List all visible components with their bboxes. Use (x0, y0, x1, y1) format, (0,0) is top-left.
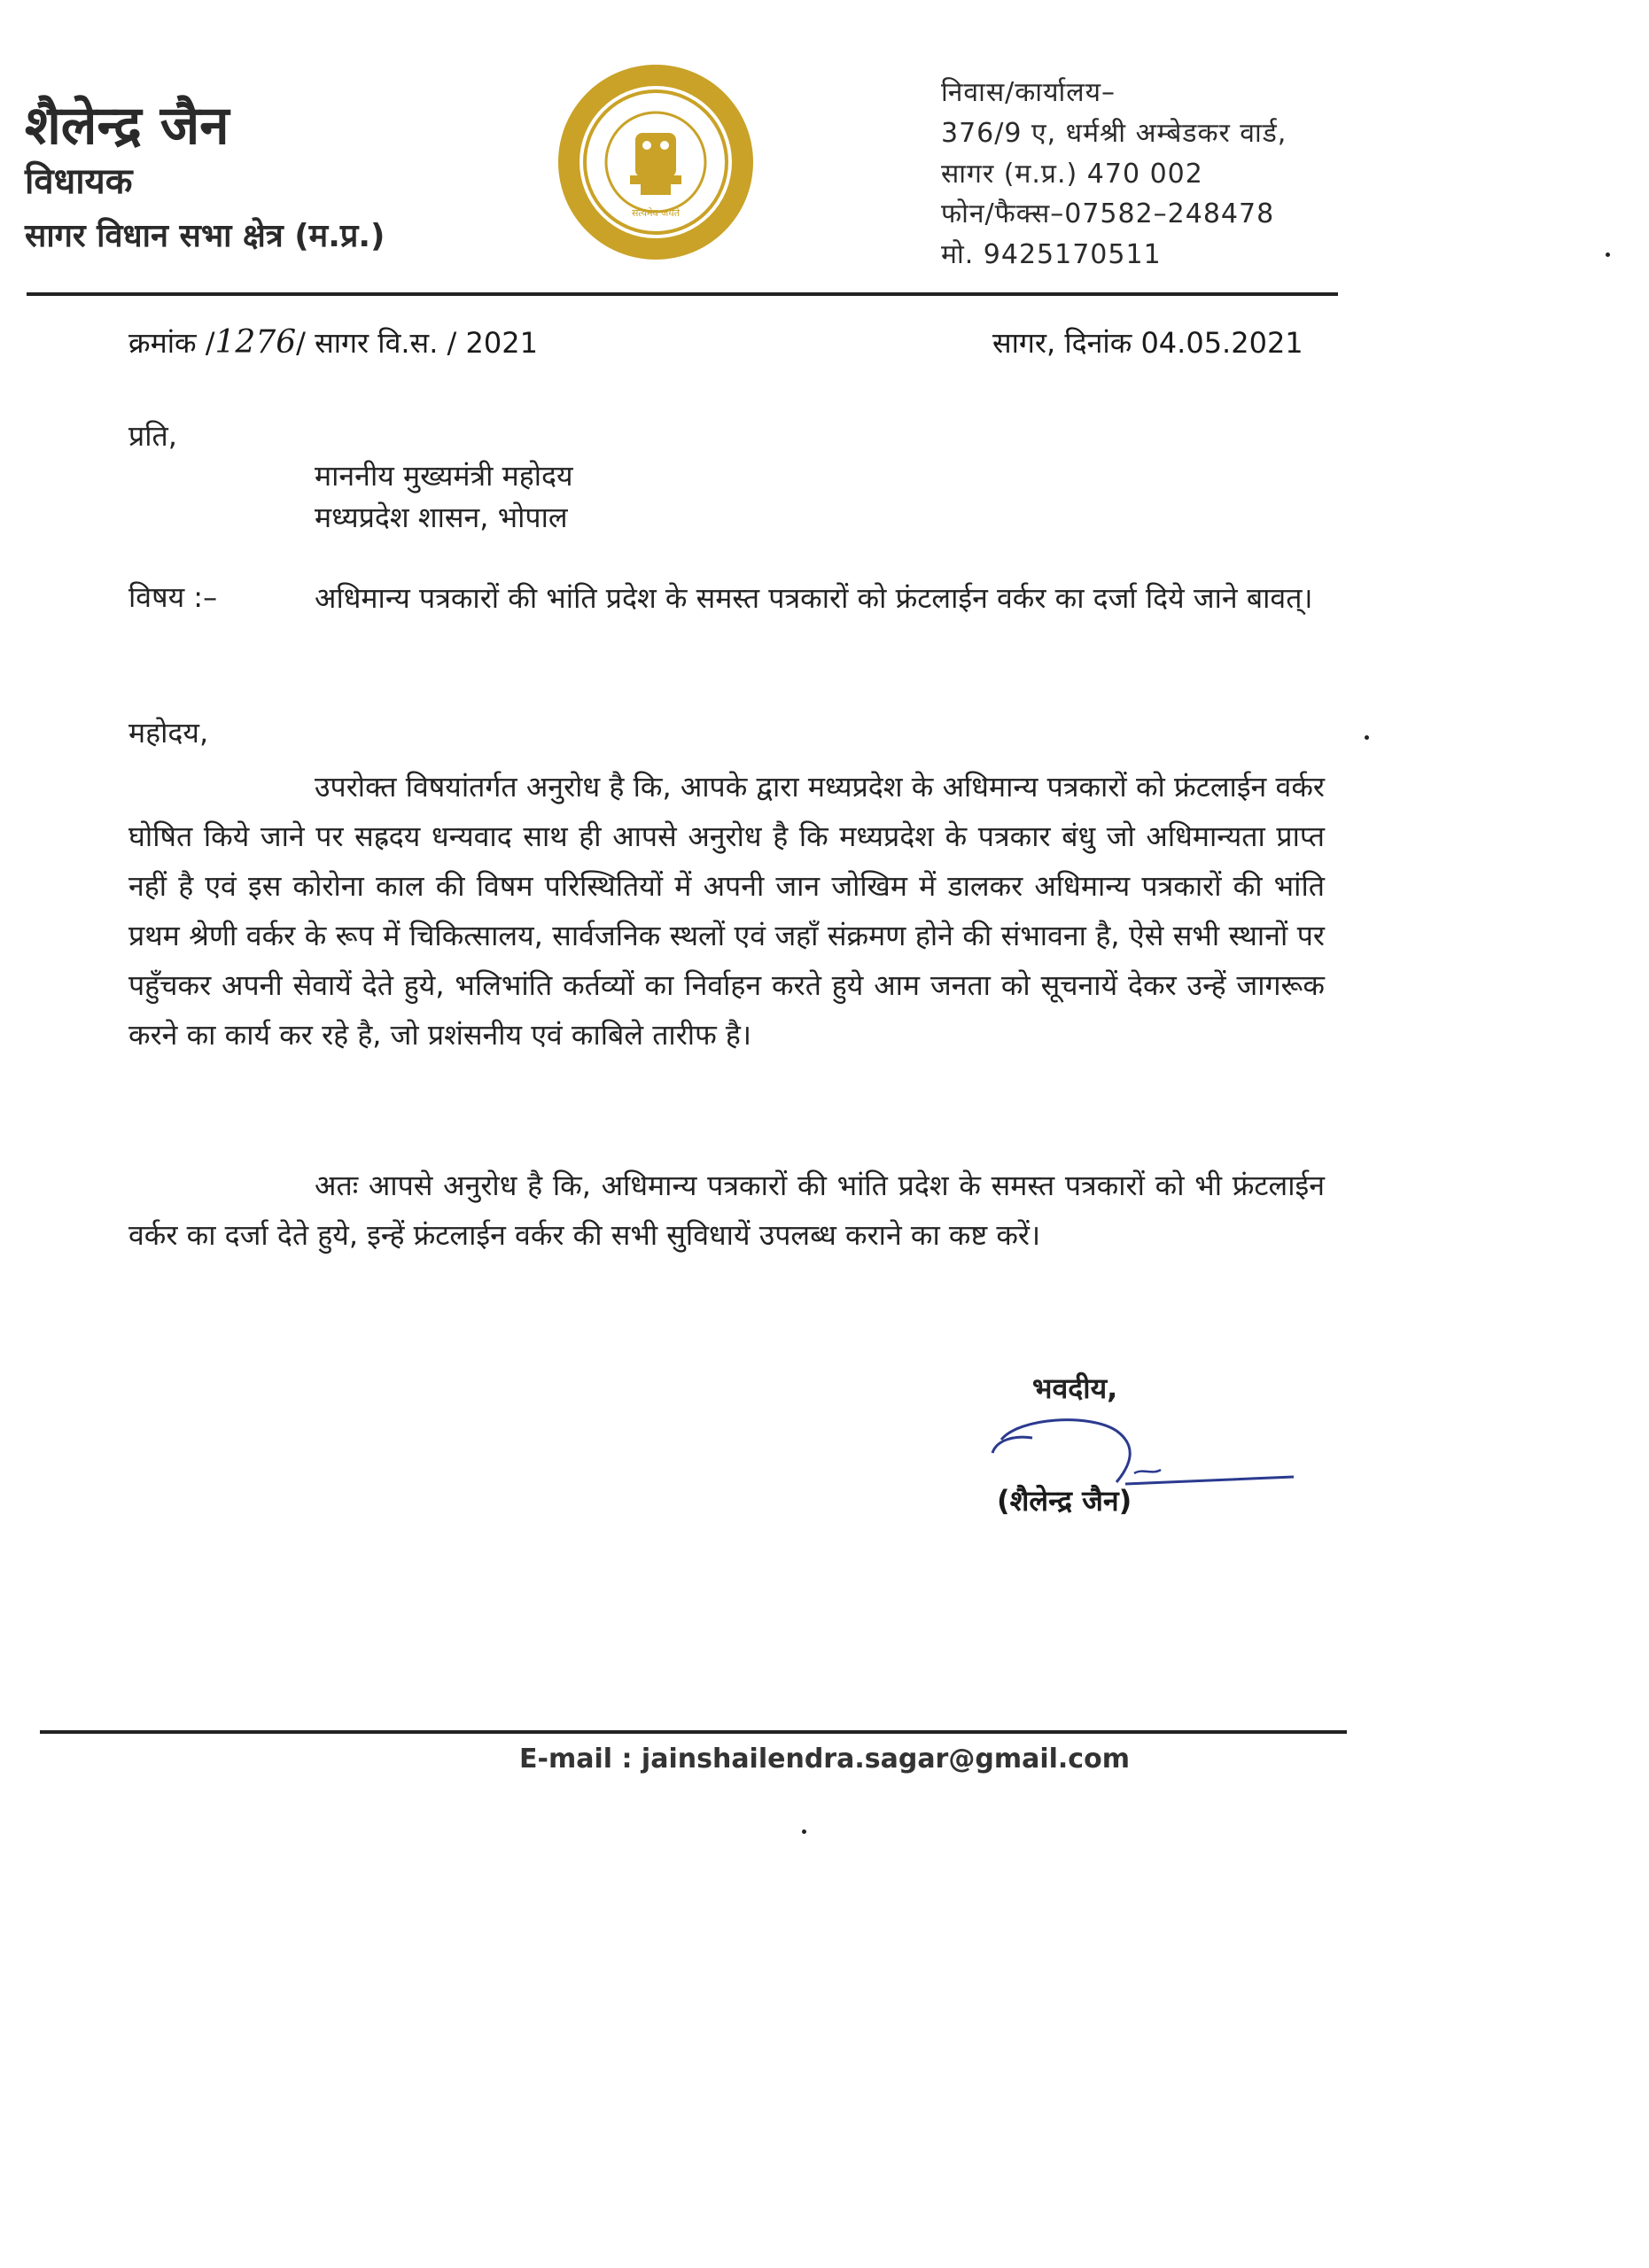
letterhead-name: शैलेन्द्र जैन (25, 95, 229, 157)
subject-label: विषय :– (128, 580, 218, 614)
address-line-1: निवास/कार्यालय– (941, 77, 1116, 108)
reference-number (128, 323, 538, 361)
letterhead-constituency: सागर विधान सभा क्षेत्र (म.प्र.) (25, 218, 385, 254)
assembly-seal-icon (554, 60, 758, 264)
address-line-2: 376/9 ए, धर्मश्री अम्बेडकर वार्ड, (941, 118, 1287, 149)
closing: भवदीय, (1032, 1371, 1118, 1405)
signatory-name: (शैलेन्द्र जैन) (997, 1484, 1132, 1518)
ref-prefix: क्रमांक / (128, 326, 215, 360)
footer-divider (40, 1730, 1347, 1734)
salutation: महोदय, (128, 716, 209, 750)
address-line-5: मो. 9425170511 (941, 239, 1162, 270)
ref-suffix: / सागर वि.स. / 2021 (296, 326, 538, 360)
recipient-line-1: माननीय मुख्यमंत्री महोदय (315, 459, 573, 493)
scan-speck (802, 1829, 806, 1834)
address-line-4: फोन/फैक्स–07582–248478 (941, 198, 1275, 229)
recipient-line-2: मध्यप्रदेश शासन, भोपाल (315, 501, 568, 534)
ref-handwritten-number: 1276 (214, 324, 297, 361)
svg-text:सत्यमेव जयते: सत्यमेव जयते (631, 207, 681, 219)
letter-date: सागर, दिनांक 04.05.2021 (992, 326, 1303, 360)
body-paragraph-2: अतः आपसे अनुरोध है कि, अधिमान्य पत्रकारों की भांति प्रदेश के समस्त पत्रकारों को भी फ्रंटलाईन वर्कर का दर्जा देते हुये, इन्हें फ्रंटलाईन वर्कर की सभी सुविधायें उपलब्ध कराने का कष्ट करें। (128, 1169, 1325, 1252)
scan-speck (1365, 735, 1369, 740)
footer-email: E-mail : jainshailendra.sagar@gmail.com (519, 1744, 1130, 1775)
subject-text: अधिमान्य पत्रकारों की भांति प्रदेश के समस्त पत्रकारों को फ्रंटलाईन वर्कर का दर्जा दिये जाने बावत्। (315, 581, 1313, 615)
scan-speck (1606, 252, 1610, 257)
recipient-label: प्रति, (128, 419, 177, 453)
letterhead-title: विधायक (25, 161, 133, 202)
header-divider (27, 292, 1338, 296)
body-paragraph-1: उपरोक्त विषयांतर्गत अनुरोध है कि, आपके द्वारा मध्यप्रदेश के अधिमान्य पत्रकारों को फ्रंटलाईन वर्कर घोषित किये जाने पर सह्रदय धन्यवाद साथ ही आपसे अनुरोध है कि मध्यप्रदेश के पत्रकार बंधु जो अधिमान्यता प्राप्त नहीं है एवं इस कोरोना काल की विषम परिस्थितियों में अपनी जान जोखिम में डालकर अधिमान्य पत्रकारों की भांति प्रथम श्रेणी वर्कर के रूप में चिकित्सालय, सार्वजनिक स्थलों एवं जहाँ संक्रमण होने की संभावना है, ऐसे सभी स्थानों पर पहुँचकर अपनी सेवायें देते हुये, भलिभांति कर्तव्यों का निर्वाहन करते हुये आम जनता को सूचनायें देकर उन्हें जागरूक करने का कार्य कर रहे है, जो प्रशंसनीय एवं काबिले तारीफ है। (128, 770, 1325, 1052)
address-line-3: सागर (म.प्र.) 470 002 (941, 159, 1203, 190)
